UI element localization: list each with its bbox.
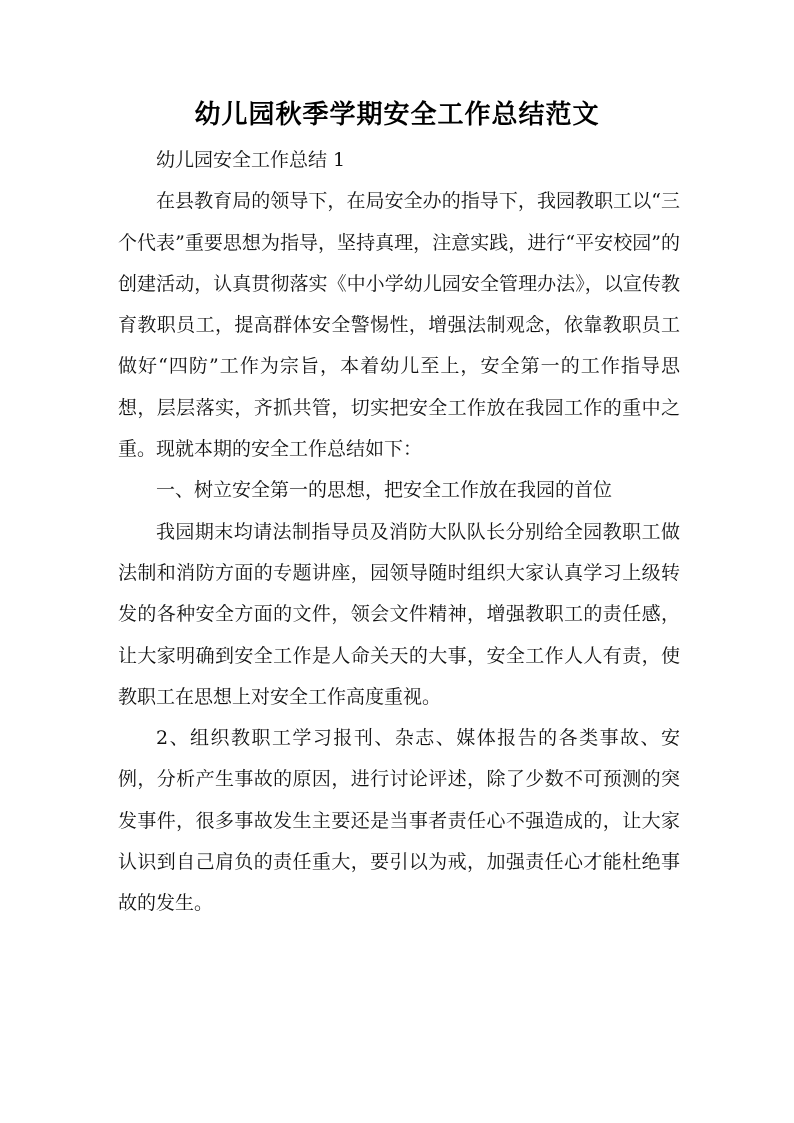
paragraph-1: 我园期末均请法制指导员及消防大队队长分别给全园教职工做法制和消防方面的专题讲座，园领导随时组织大家认真学习上级转发的各种安全方面的文件，领会文件精神，增强教职工的责任感，让大家明确到安全工作是人命关天的大事，安全工作人人有责，使教职工在思想上对安全工作高度重视。 [118, 520, 680, 708]
paragraph-2: 2、组织教职工学习报刊、杂志、媒体报告的各类事故、安例，分析产生事故的原因，进行讨论评述，除了少数不可预测的突发事件，很多事故发生主要还是当事者责任心不强造成的，让大家认识到自己肩负的责任重大，要引以为戒，加强责任心才能杜绝事故的发生。 [118, 727, 680, 915]
section-heading: 幼儿园安全工作总结 1 [156, 149, 346, 171]
document-body [118, 140, 680, 925]
document-title: 幼儿园秋季学期安全工作总结范文 [194, 100, 600, 130]
subheading-1: 一、树立安全第一的思想，把安全工作放在我园的首位 [156, 479, 613, 502]
paragraph-intro: 在县教育局的领导下，在局安全办的指导下，我园教职工以“三个代表”重要思想为指导，坚持真理，注意实践，进行“平安校园”的创建活动，认真贯彻落实《中小学幼儿园安全管理办法》，以宣传教育教职员工，提高群体安全警惕性，增强法制观念，依靠教职员工做好“四防”工作为宗旨，本着幼儿至上，安全第一的工作指导思想，层层落实，齐抓共管，切实把安全工作放在我园工作的重中之重。现就本期的安全工作总结如下： [118, 190, 680, 461]
